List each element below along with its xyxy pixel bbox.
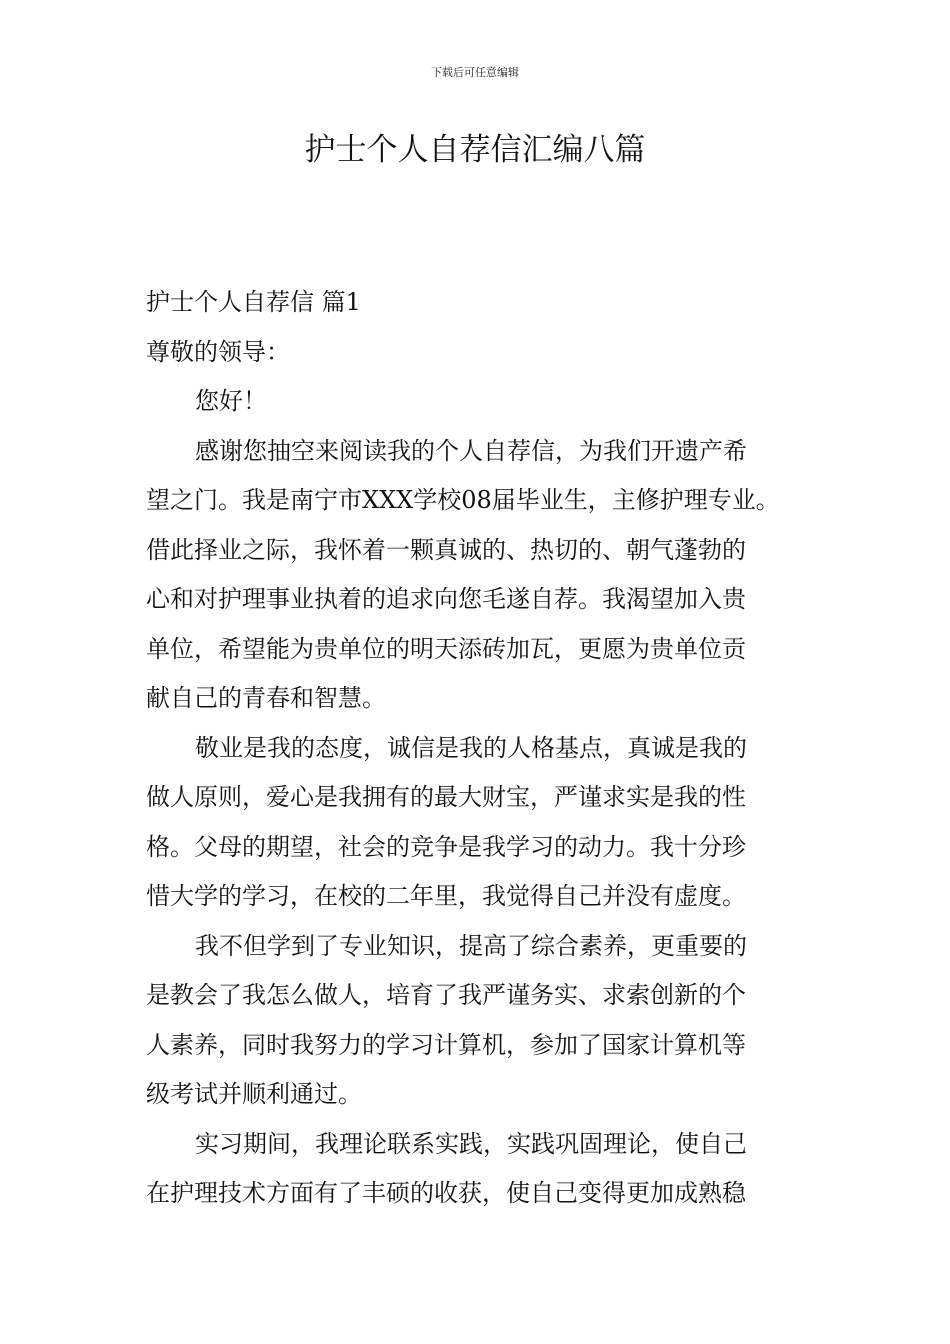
paragraph-3: [146, 922, 812, 1120]
paragraph-line: 借此择业之际，我怀着一颗真诚的、热切的、朝气蓬勃的: [146, 535, 746, 564]
header-note: 下载后可任意编辑: [431, 66, 519, 79]
document-title: 护士个人自荐信汇编八篇: [304, 132, 646, 168]
paragraph-1: [146, 427, 812, 724]
document-body: [146, 278, 812, 1219]
paragraph-line: 人素养，同时我努力的学习计算机，参加了国家计算机等: [146, 1030, 746, 1059]
paragraph-2: [146, 724, 812, 922]
paragraph-line: 我不但学到了专业知识，提高了综合素养，更重要的: [195, 931, 747, 960]
paragraph-line: 敬业是我的态度，诚信是我的人格基点，真诚是我的: [195, 733, 747, 762]
paragraph-line: 实习期间，我理论联系实践，实践巩固理论，使自己: [195, 1129, 747, 1158]
paragraph-line: 望之门。我是南宁市XXX学校08届毕业生，主修护理专业。: [146, 486, 780, 514]
paragraph-line: 在护理技术方面有了丰硕的收获，使自己变得更加成熟稳: [146, 1179, 746, 1207]
paragraph-line: 级考试并顺利通过。: [146, 1080, 362, 1108]
paragraph-line: 格。父母的期望，社会的竞争是我学习的动力。我十分珍: [146, 832, 746, 861]
paragraph-line: 惜大学的学习，在校的二年里，我觉得自己并没有虚度。: [146, 882, 746, 910]
paragraph-line: 感谢您抽空来阅读我的个人自荐信，为我们开遗产希: [195, 436, 747, 465]
paragraph-line: 心和对护理事业执着的追求向您毛遂自荐。我渴望加入贵: [146, 585, 746, 613]
section-heading: 护士个人自荐信 篇1: [146, 288, 361, 316]
paragraph-line: 是教会了我怎么做人，培育了我严谨务实、求索创新的个: [146, 981, 746, 1009]
paragraph-line: 单位，希望能为贵单位的明天添砖加瓦，更愿为贵单位贡: [146, 634, 746, 663]
paragraph-line: 做人原则，爱心是我拥有的最大财宝，严谨求实是我的性: [146, 783, 746, 811]
salutation: 尊敬的领导：: [146, 337, 290, 366]
greeting: 您好！: [195, 387, 267, 415]
paragraph-4: [146, 1120, 812, 1219]
paragraph-line: 献自己的青春和智慧。: [146, 684, 386, 712]
